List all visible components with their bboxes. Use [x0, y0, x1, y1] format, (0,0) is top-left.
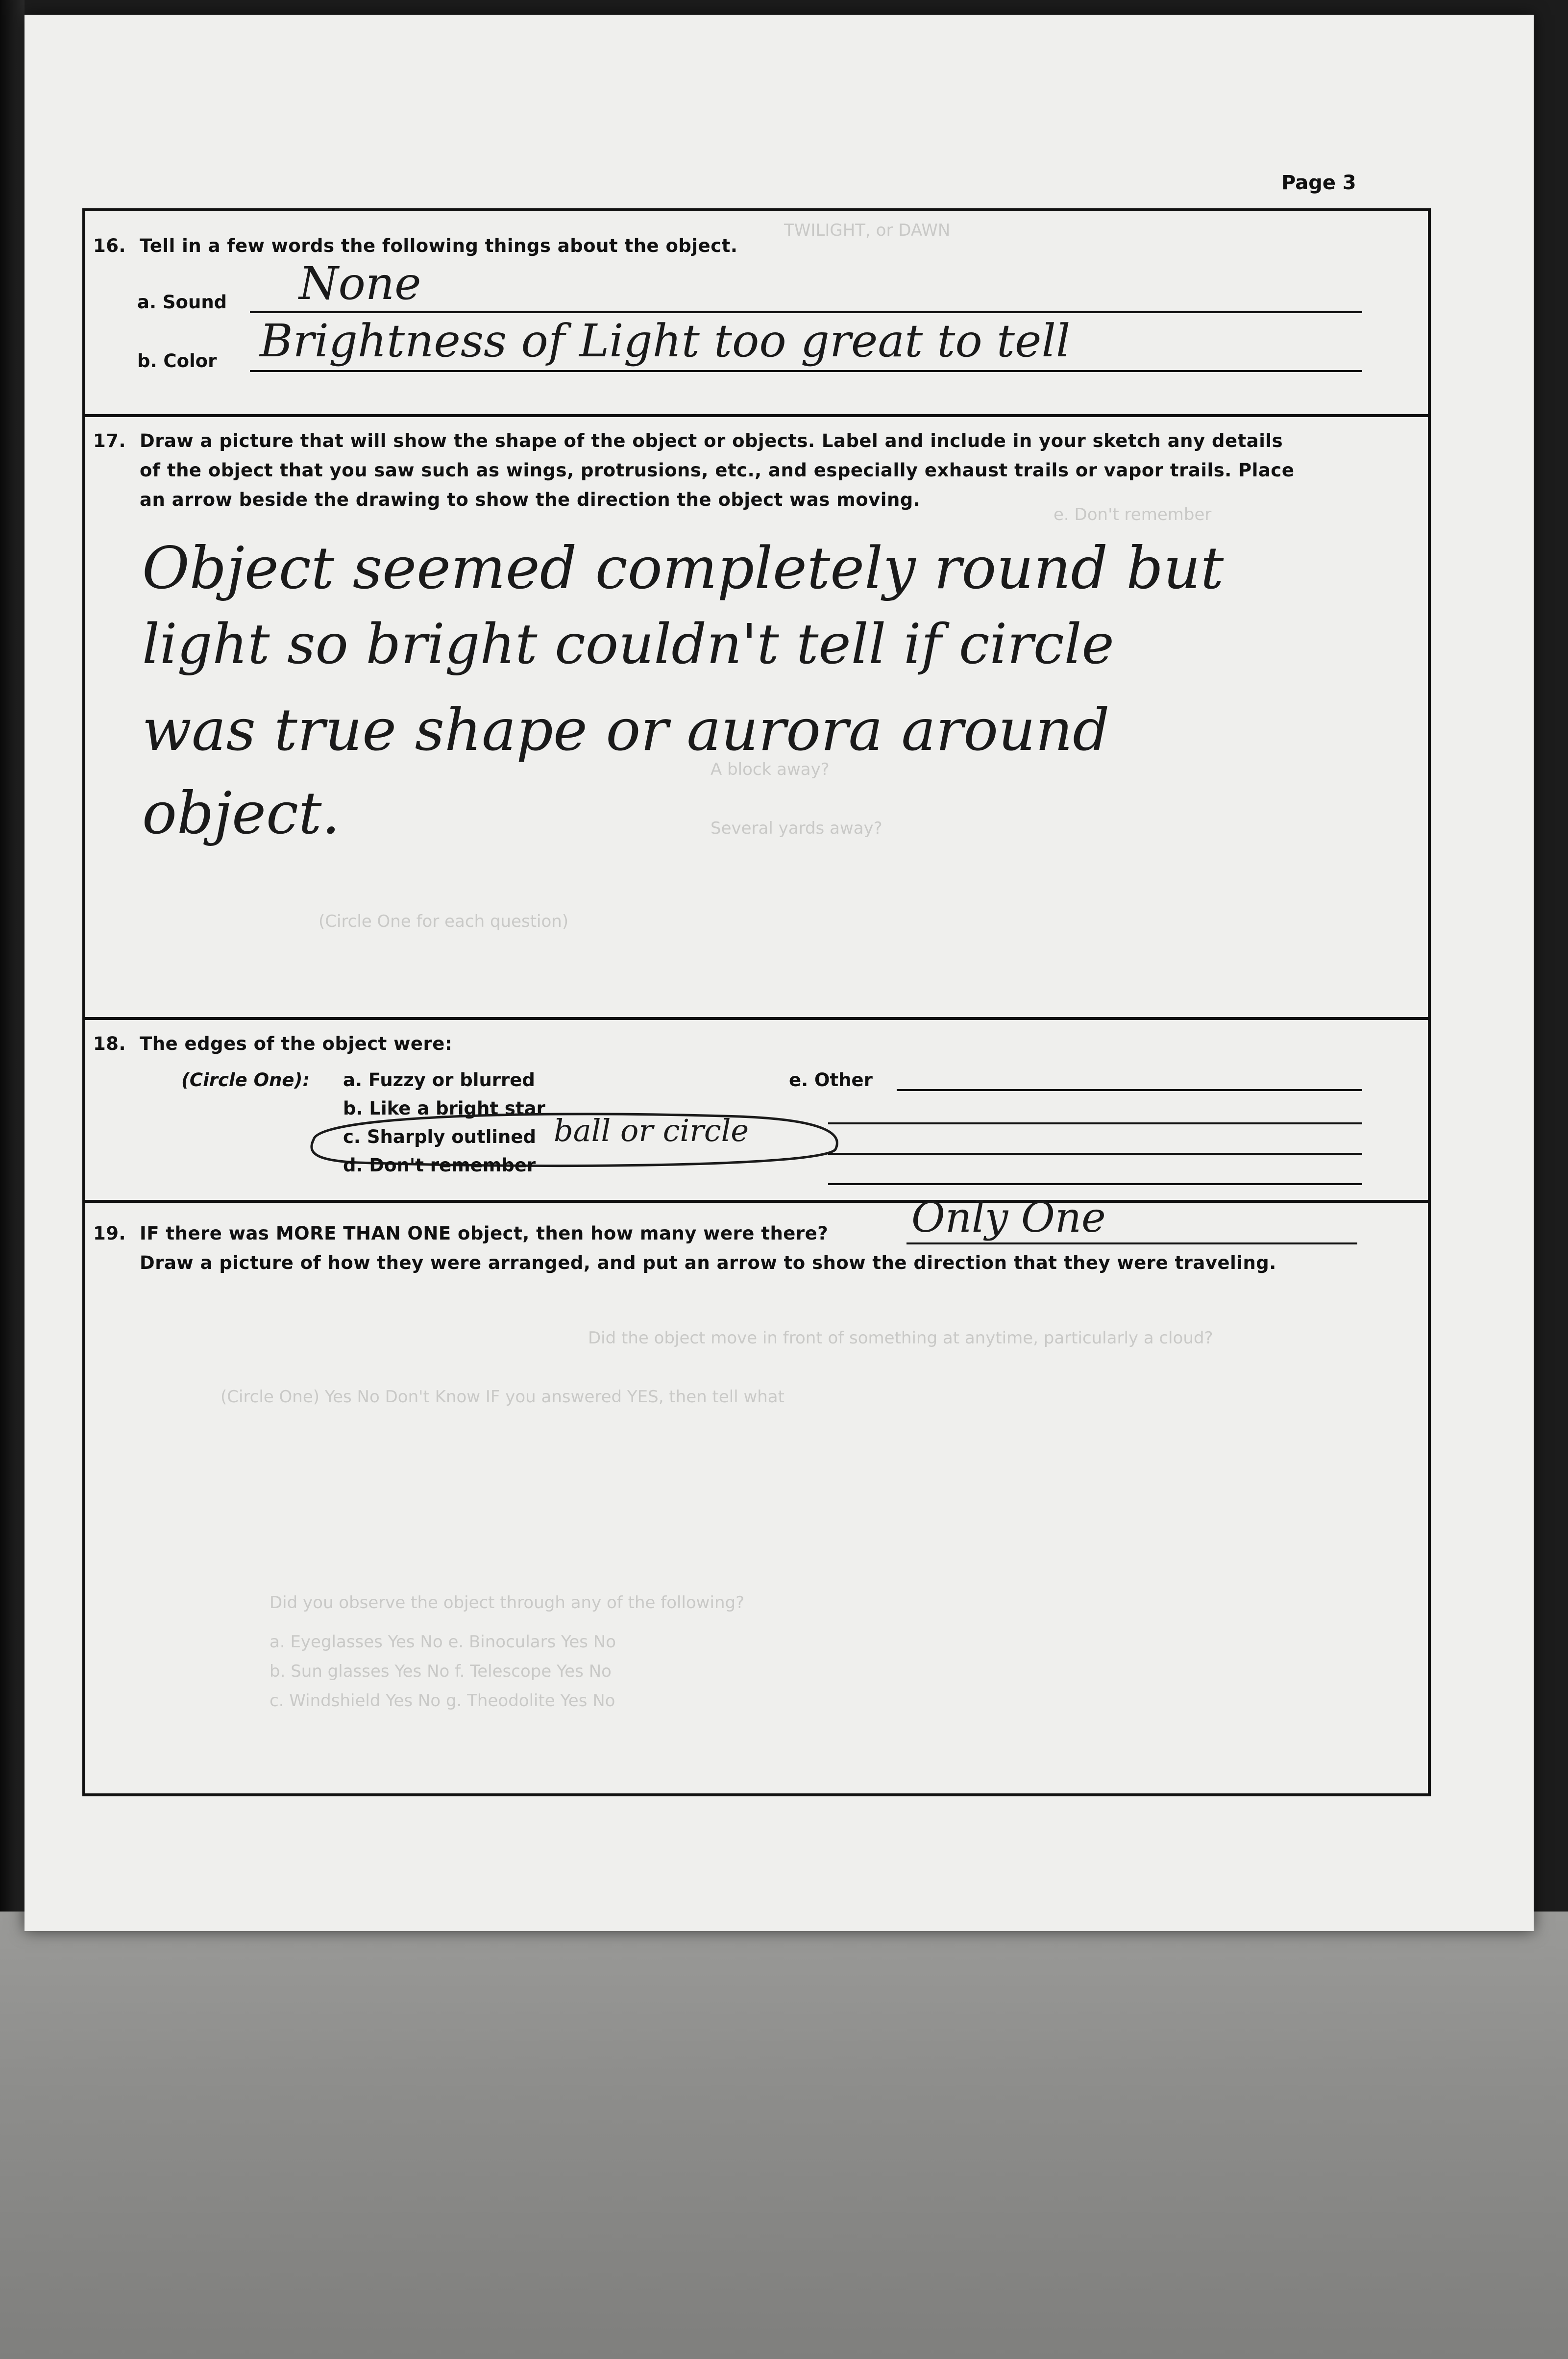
q17-answer-line1: Object seemed completely round but	[142, 534, 1224, 602]
color-label: b. Color	[137, 350, 217, 372]
q17-answer-line3: was true shape or aurora around	[142, 696, 1110, 764]
q17-number: 17.	[93, 430, 126, 451]
option-b: b. Like a bright star	[343, 1098, 545, 1119]
option-d: d. Don't remember	[343, 1155, 536, 1176]
other-line-2	[828, 1122, 1362, 1124]
other-line-4	[828, 1183, 1362, 1185]
q16-number: 16.	[93, 235, 126, 256]
color-answer: Brightness of Light too great to tell	[260, 315, 1071, 367]
q18-prompt: The edges of the object were:	[140, 1033, 453, 1054]
other-label: e. Other	[789, 1069, 873, 1091]
divider-17-18	[82, 1017, 1431, 1020]
q17-prompt-line2: of the object that you saw such as wings, protrusions, etc., and especially exhaust trails or vapor trails. Place	[140, 460, 1295, 481]
q18-number: 18.	[93, 1033, 126, 1054]
q19-answer-line	[906, 1242, 1357, 1244]
q16-prompt: Tell in a few words the following things about the object.	[140, 235, 738, 256]
q17-answer-line2: light so bright couldn't tell if circle	[142, 613, 1114, 676]
form-page: TWILIGHT, or DAWN e. Don't remember A block away? Several yards away? (Circle One for each question) Did the object move in front of something at anytime, particularly a cloud? (Circle One) Yes No Don't Know IF you answered YES, then tell what Did you observe the object through any of the following? a. Eyeglasses Yes No e. Binoculars Yes No b. Sun glasses Yes No f. Telescope Yes No c. Windshield Yes No g. Theodolite Yes No Page 3 16. Tell in a few words the following things about the object. a. Sound None b. Color Brightness of Light too great to tell 17. Draw a picture that will show the shape of the object or objects. Label and include in your sketch any details of the object that you saw such as wings, protrusions, etc., and especially exhaust trails or vapor trails. Place an arrow beside the drawing to show the direction the object was moving. Object seemed completely round but light so bright couldn't tell if circle was true shape or aurora around object. 18. The edges of the object were: (Circle One): a. Fuzzy or blurred b. Like a bright star c. Sharply outlined ball or circle d. Don't remember e. Other 19. IF there was MORE THAN ONE object, then how many were there? Only One Draw a picture of how they were arranged, and put an arrow to show the direction that they were traveling.	[24, 15, 1534, 1931]
other-line-1	[897, 1089, 1362, 1091]
option-c: c. Sharply outlined	[343, 1126, 536, 1147]
color-answer-line	[250, 370, 1362, 372]
divider-16-17	[82, 414, 1431, 417]
sound-label: a. Sound	[137, 292, 227, 313]
option-c-note: ball or circle	[554, 1113, 749, 1148]
sound-answer: None	[299, 257, 421, 310]
q19-answer: Only One	[911, 1193, 1106, 1242]
q17-prompt-line1: Draw a picture that will show the shape of the object or objects. Label and include in your sketch any details	[140, 430, 1283, 451]
sound-answer-line	[250, 311, 1362, 313]
other-line-3	[828, 1153, 1362, 1155]
divider-18-19	[82, 1200, 1431, 1203]
q19-number: 19.	[93, 1223, 126, 1244]
underlying-page-edge	[0, 1912, 1568, 2359]
page-number: Page 3	[1281, 172, 1356, 194]
q17-answer-line4: object.	[142, 779, 341, 847]
q17-prompt-line3: an arrow beside the drawing to show the direction the object was moving.	[140, 489, 921, 510]
q19-prompt: IF there was MORE THAN ONE object, then how many were there?	[140, 1223, 829, 1244]
circle-one-label: (Circle One):	[181, 1069, 310, 1091]
option-a: a. Fuzzy or blurred	[343, 1069, 535, 1091]
q19-prompt-line2: Draw a picture of how they were arranged, and put an arrow to show the direction that they were traveling.	[140, 1252, 1276, 1273]
